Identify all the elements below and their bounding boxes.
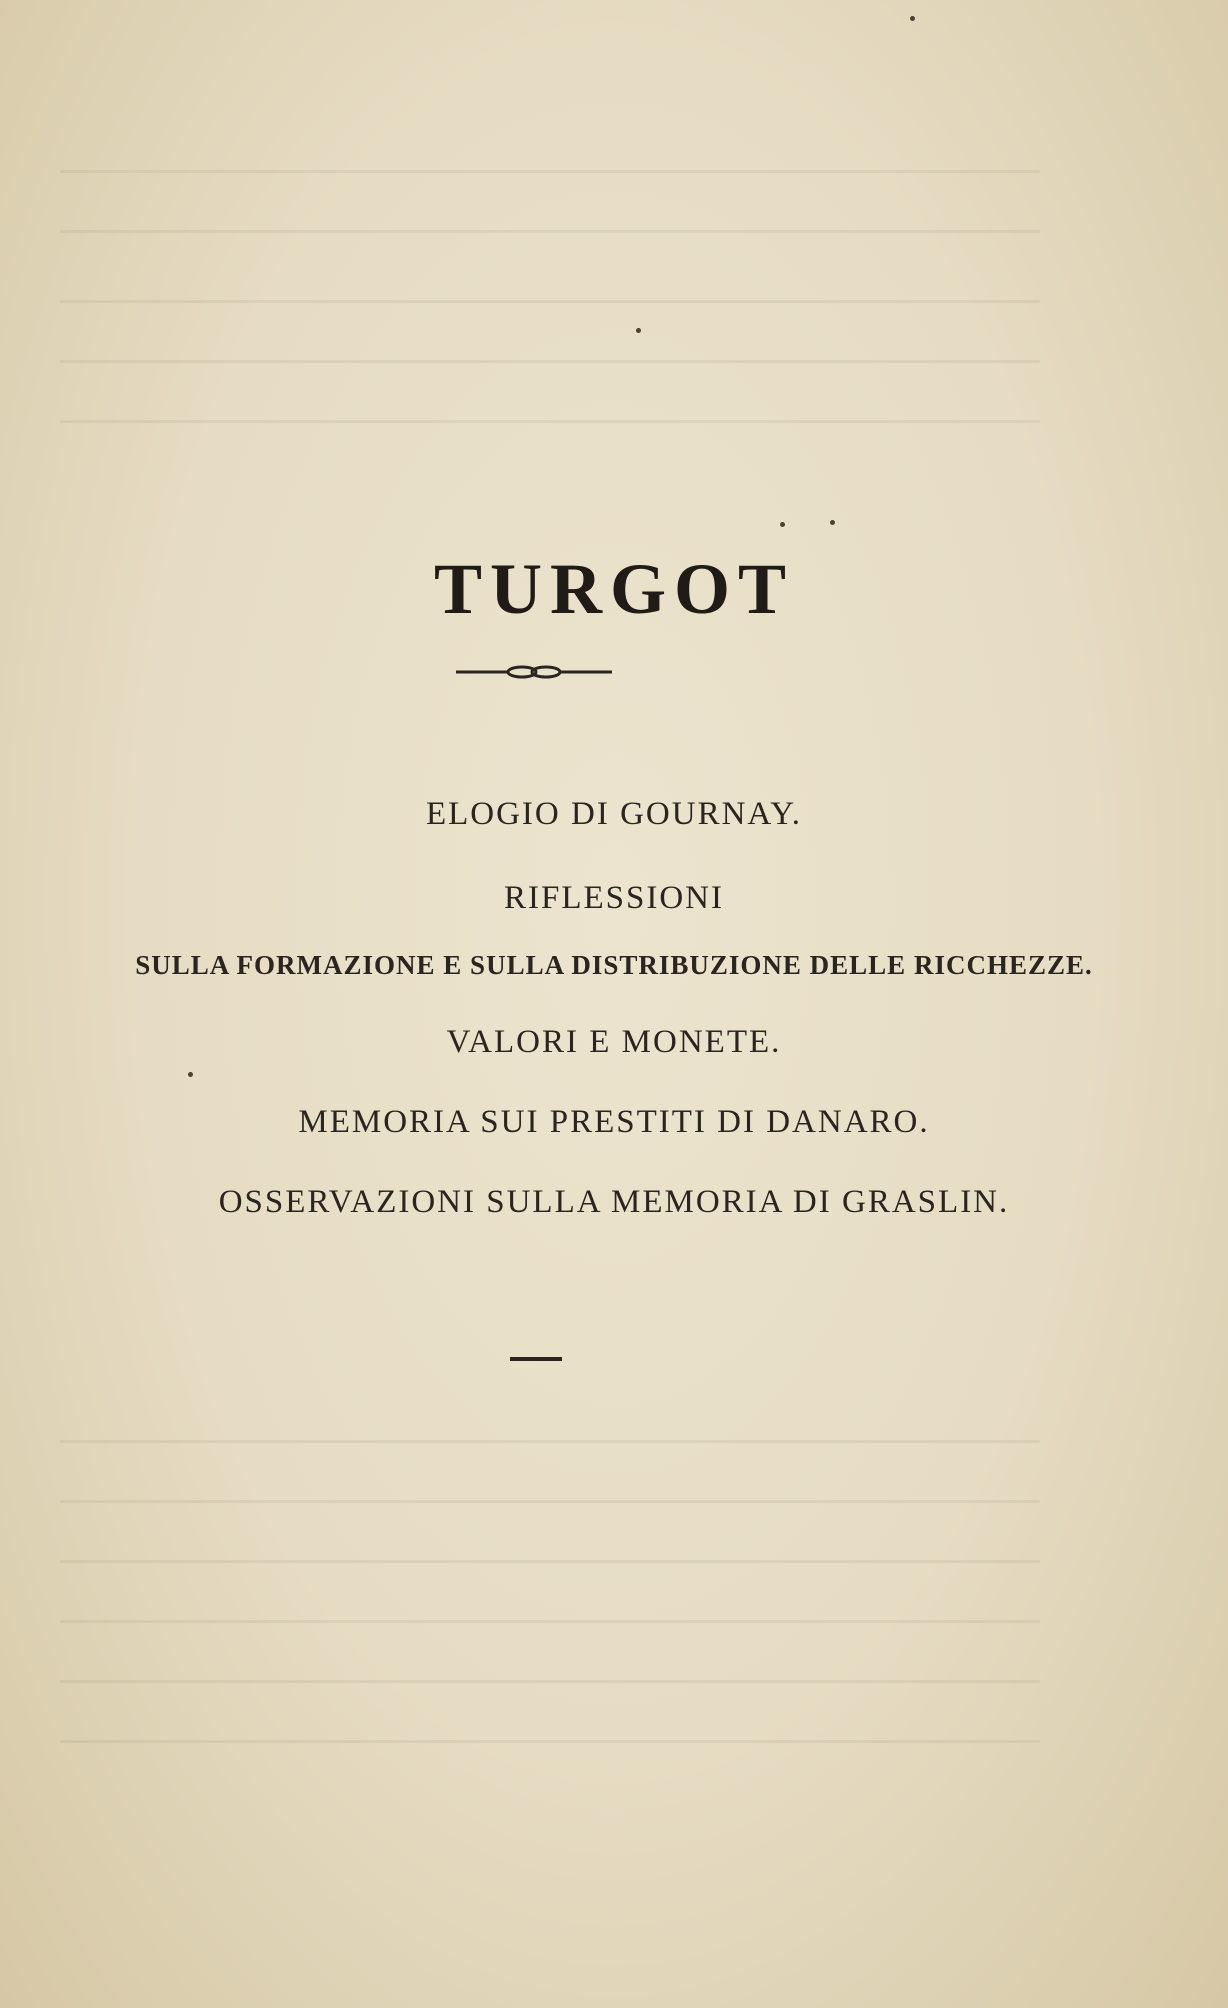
bleed-through-line bbox=[60, 1440, 1040, 1443]
bleed-through-line bbox=[60, 1500, 1040, 1503]
ink-speck bbox=[830, 520, 835, 525]
contents-line: OSSERVAZIONI SULLA MEMORIA DI GRASLIN. bbox=[218, 1184, 1010, 1220]
contents-line: RIFLESSIONI bbox=[503, 880, 725, 916]
bleed-through-line bbox=[60, 300, 1040, 303]
bleed-through-line bbox=[60, 230, 1040, 233]
ink-speck bbox=[910, 16, 915, 21]
bleed-through-line bbox=[60, 170, 1040, 173]
contents-line: VALORI E MONETE. bbox=[446, 1024, 782, 1060]
bleed-through-line bbox=[60, 1560, 1040, 1563]
contents-line: ELOGIO DI GOURNAY. bbox=[425, 796, 803, 832]
contents-line: SULLA FORMAZIONE E SULLA DISTRIBUZIONE DELLE RICCHEZZE. bbox=[135, 950, 1093, 980]
scroll-ornament-icon bbox=[456, 660, 612, 684]
bleed-through-line bbox=[60, 360, 1040, 363]
bleed-through-line bbox=[60, 420, 1040, 423]
ink-speck bbox=[636, 328, 641, 333]
bleed-through-line bbox=[60, 1680, 1040, 1683]
ink-speck bbox=[780, 522, 785, 527]
contents-line: MEMORIA SUI PRESTITI DI DANARO. bbox=[298, 1104, 930, 1140]
page-title: TURGOT bbox=[433, 549, 795, 629]
bleed-through-line bbox=[60, 1620, 1040, 1623]
bleed-through-line bbox=[60, 1740, 1040, 1743]
ink-speck bbox=[188, 1072, 193, 1077]
short-rule-icon bbox=[510, 1357, 562, 1361]
